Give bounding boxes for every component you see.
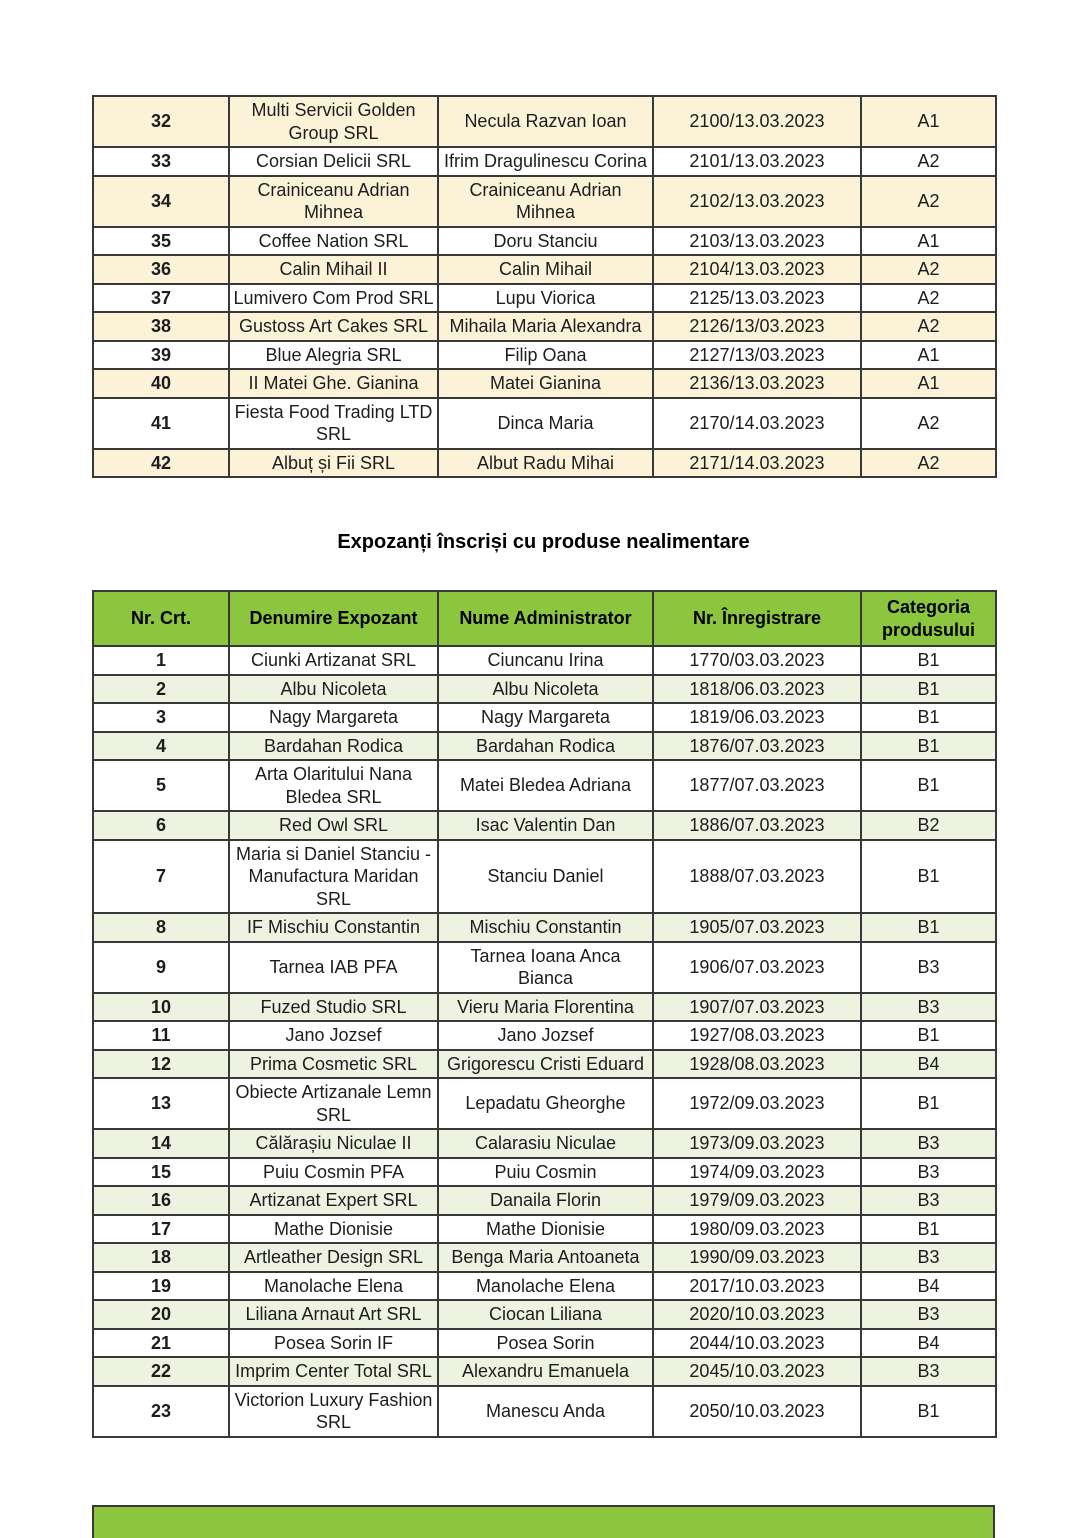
cell-nr-inregistrare: 1819/06.03.2023 [653,703,861,732]
cell-denumire-expozant: Fuzed Studio SRL [229,993,438,1022]
table-row [93,760,996,811]
cell-denumire-expozant: Red Owl SRL [229,811,438,840]
cell-nume-administrator: Ciuncanu Irina [438,646,653,675]
cell-categoria-produsului: B3 [861,1186,996,1215]
cell-categoria-produsului: A2 [861,176,996,227]
table-row [93,1078,996,1129]
cell-nume-administrator: Filip Oana [438,341,653,370]
cell-categoria-produsului: B1 [861,1021,996,1050]
cell-nr-inregistrare: 2170/14.03.2023 [653,398,861,449]
table-row [93,284,996,313]
cell-nume-administrator: Albut Radu Mihai [438,449,653,478]
cell-categoria-produsului: A2 [861,284,996,313]
table-row [93,675,996,704]
header-nr-crt: Nr. Crt. [93,591,229,646]
cell-categoria-produsului: B1 [861,760,996,811]
table-row [93,1050,996,1079]
cell-nume-administrator: Nagy Margareta [438,703,653,732]
cell-categoria-produsului: B1 [861,646,996,675]
table-row [93,1215,996,1244]
cell-categoria-produsului: B3 [861,1300,996,1329]
cell-nr-inregistrare: 2102/13.03.2023 [653,176,861,227]
cell-nume-administrator: Ifrim Dragulinescu Corina [438,147,653,176]
cell-denumire-expozant: Fiesta Food Trading LTD SRL [229,398,438,449]
table-row [93,1158,996,1187]
table-row [93,255,996,284]
cell-nr-inregistrare: 2101/13.03.2023 [653,147,861,176]
table-row [93,1021,996,1050]
table-row [93,1357,996,1386]
table-row [93,913,996,942]
cell-nr-crt: 39 [93,341,229,370]
cell-nr-inregistrare: 2020/10.03.2023 [653,1300,861,1329]
cell-nr-crt: 12 [93,1050,229,1079]
cell-denumire-expozant: Multi Servicii Golden Group SRL [229,96,438,147]
table-row [93,96,996,147]
cell-nume-administrator: Necula Razvan Ioan [438,96,653,147]
cell-nume-administrator: Calarasiu Niculae [438,1129,653,1158]
cell-nume-administrator: Ciocan Liliana [438,1300,653,1329]
cell-nr-inregistrare: 2136/13.03.2023 [653,369,861,398]
cell-nume-administrator: Benga Maria Antoaneta [438,1243,653,1272]
food-exhibitors-table [92,95,997,478]
cell-categoria-produsului: B1 [861,703,996,732]
cell-denumire-expozant: Victorion Luxury Fashion SRL [229,1386,438,1437]
cell-nr-crt: 34 [93,176,229,227]
cell-nr-inregistrare: 2050/10.03.2023 [653,1386,861,1437]
cell-nr-inregistrare: 1906/07.03.2023 [653,942,861,993]
cell-nr-inregistrare: 1972/09.03.2023 [653,1078,861,1129]
cell-nr-crt: 2 [93,675,229,704]
cell-denumire-expozant: Puiu Cosmin PFA [229,1158,438,1187]
cell-nr-inregistrare: 2126/13/03.2023 [653,312,861,341]
header-denumire-expozant: Denumire Expozant [229,591,438,646]
cell-denumire-expozant: Prima Cosmetic SRL [229,1050,438,1079]
header-categoria-produsului: Categoria produsului [861,591,996,646]
cell-nr-crt: 3 [93,703,229,732]
cell-categoria-produsului: B1 [861,1215,996,1244]
cell-nr-crt: 20 [93,1300,229,1329]
cell-categoria-produsului: B3 [861,942,996,993]
cell-nr-crt: 37 [93,284,229,313]
cell-denumire-expozant: Călărașiu Niculae II [229,1129,438,1158]
cell-nume-administrator: Posea Sorin [438,1329,653,1358]
table-row [93,942,996,993]
cell-denumire-expozant: II Matei Ghe. Gianina [229,369,438,398]
header-row [93,591,996,646]
cell-nume-administrator: Mathe Dionisie [438,1215,653,1244]
cell-categoria-produsului: A2 [861,147,996,176]
cell-nr-inregistrare: 2045/10.03.2023 [653,1357,861,1386]
cell-nr-crt: 4 [93,732,229,761]
cell-nume-administrator: Grigorescu Cristi Eduard [438,1050,653,1079]
cell-categoria-produsului: B4 [861,1050,996,1079]
table-row [93,840,996,914]
table-row [93,369,996,398]
cell-denumire-expozant: Obiecte Artizanale Lemn SRL [229,1078,438,1129]
cell-nume-administrator: Albu Nicoleta [438,675,653,704]
cell-nr-crt: 35 [93,227,229,256]
cell-nr-inregistrare: 2104/13.03.2023 [653,255,861,284]
cell-nr-crt: 15 [93,1158,229,1187]
cell-nume-administrator: Alexandru Emanuela [438,1357,653,1386]
cell-nr-inregistrare: 2171/14.03.2023 [653,449,861,478]
cell-nume-administrator: Bardahan Rodica [438,732,653,761]
cell-nr-inregistrare: 2044/10.03.2023 [653,1329,861,1358]
cell-nr-crt: 13 [93,1078,229,1129]
table-row [93,1272,996,1301]
cell-nr-inregistrare: 2127/13/03.2023 [653,341,861,370]
cell-denumire-expozant: Crainiceanu Adrian Mihnea [229,176,438,227]
cell-denumire-expozant: Blue Alegria SRL [229,341,438,370]
cell-categoria-produsului: A1 [861,227,996,256]
cell-nr-inregistrare: 2103/13.03.2023 [653,227,861,256]
cell-categoria-produsului: B3 [861,1129,996,1158]
table-row [93,1186,996,1215]
cell-denumire-expozant: Ciunki Artizanat SRL [229,646,438,675]
cell-nr-crt: 17 [93,1215,229,1244]
cell-nume-administrator: Jano Jozsef [438,1021,653,1050]
cell-nr-crt: 40 [93,369,229,398]
nonfood-exhibitors-rows [93,646,996,1437]
cell-categoria-produsului: B3 [861,1158,996,1187]
cell-nume-administrator: Mischiu Constantin [438,913,653,942]
cell-categoria-produsului: B1 [861,1078,996,1129]
cell-nr-inregistrare: 1770/03.03.2023 [653,646,861,675]
cell-denumire-expozant: Albu Nicoleta [229,675,438,704]
cell-nr-crt: 36 [93,255,229,284]
cell-categoria-produsului: B1 [861,675,996,704]
table-row [93,703,996,732]
cell-nr-crt: 38 [93,312,229,341]
header-nume-administrator: Nume Administrator [438,591,653,646]
cell-denumire-expozant: Liliana Arnaut Art SRL [229,1300,438,1329]
cell-nr-inregistrare: 1876/07.03.2023 [653,732,861,761]
cell-nr-crt: 5 [93,760,229,811]
cell-nr-inregistrare: 2017/10.03.2023 [653,1272,861,1301]
cell-nr-crt: 8 [93,913,229,942]
cell-nume-administrator: Manescu Anda [438,1386,653,1437]
table-row [93,646,996,675]
cell-nume-administrator: Vieru Maria Florentina [438,993,653,1022]
cell-nume-administrator: Dinca Maria [438,398,653,449]
cell-nr-inregistrare: 1979/09.03.2023 [653,1186,861,1215]
cell-denumire-expozant: Imprim Center Total SRL [229,1357,438,1386]
cell-nr-crt: 33 [93,147,229,176]
next-table-header-partial [92,1505,995,1538]
cell-nr-crt: 42 [93,449,229,478]
cell-categoria-produsului: B4 [861,1272,996,1301]
cell-nr-inregistrare: 1980/09.03.2023 [653,1215,861,1244]
cell-nr-crt: 16 [93,1186,229,1215]
table-row [93,398,996,449]
cell-denumire-expozant: Calin Mihail II [229,255,438,284]
cell-nume-administrator: Isac Valentin Dan [438,811,653,840]
cell-nume-administrator: Crainiceanu Adrian Mihnea [438,176,653,227]
cell-categoria-produsului: B1 [861,732,996,761]
cell-categoria-produsului: B1 [861,840,996,914]
table-row [93,176,996,227]
table-row [93,1129,996,1158]
cell-nume-administrator: Puiu Cosmin [438,1158,653,1187]
cell-categoria-produsului: B2 [861,811,996,840]
table-row [93,1300,996,1329]
table-row [93,993,996,1022]
cell-nr-inregistrare: 1927/08.03.2023 [653,1021,861,1050]
table-row [93,341,996,370]
cell-nr-inregistrare: 1974/09.03.2023 [653,1158,861,1187]
cell-nume-administrator: Manolache Elena [438,1272,653,1301]
cell-denumire-expozant: Manolache Elena [229,1272,438,1301]
header-nr-inregistrare: Nr. Înregistrare [653,591,861,646]
cell-categoria-produsului: A2 [861,312,996,341]
cell-denumire-expozant: Mathe Dionisie [229,1215,438,1244]
cell-categoria-produsului: A2 [861,449,996,478]
cell-nr-inregistrare: 1973/09.03.2023 [653,1129,861,1158]
cell-categoria-produsului: B3 [861,1357,996,1386]
table-row [93,1386,996,1437]
cell-categoria-produsului: B4 [861,1329,996,1358]
cell-categoria-produsului: A1 [861,341,996,370]
cell-nume-administrator: Mihaila Maria Alexandra [438,312,653,341]
cell-nr-crt: 21 [93,1329,229,1358]
cell-nr-crt: 14 [93,1129,229,1158]
table-row [93,147,996,176]
cell-nr-crt: 1 [93,646,229,675]
cell-nume-administrator: Matei Gianina [438,369,653,398]
section-title: Expozanți înscriși cu produse nealimentare [337,531,750,553]
cell-categoria-produsului: A1 [861,369,996,398]
cell-nr-inregistrare: 1818/06.03.2023 [653,675,861,704]
cell-denumire-expozant: Lumivero Com Prod SRL [229,284,438,313]
cell-nr-inregistrare: 1886/07.03.2023 [653,811,861,840]
cell-nr-inregistrare: 1928/08.03.2023 [653,1050,861,1079]
cell-nr-inregistrare: 1990/09.03.2023 [653,1243,861,1272]
cell-nume-administrator: Stanciu Daniel [438,840,653,914]
cell-denumire-expozant: Arta Olaritului Nana Bledea SRL [229,760,438,811]
cell-nume-administrator: Lupu Viorica [438,284,653,313]
cell-nume-administrator: Lepadatu Gheorghe [438,1078,653,1129]
cell-nr-crt: 41 [93,398,229,449]
cell-nr-crt: 7 [93,840,229,914]
cell-nr-crt: 10 [93,993,229,1022]
cell-nume-administrator: Danaila Florin [438,1186,653,1215]
cell-nr-inregistrare: 1888/07.03.2023 [653,840,861,914]
cell-categoria-produsului: A2 [861,398,996,449]
cell-denumire-expozant: Artleather Design SRL [229,1243,438,1272]
cell-denumire-expozant: Posea Sorin IF [229,1329,438,1358]
cell-categoria-produsului: A2 [861,255,996,284]
cell-nr-inregistrare: 1907/07.03.2023 [653,993,861,1022]
cell-categoria-produsului: B1 [861,1386,996,1437]
cell-nr-crt: 11 [93,1021,229,1050]
table-row [93,811,996,840]
nonfood-exhibitors-table [92,590,997,1438]
table-row [93,1243,996,1272]
cell-categoria-produsului: A1 [861,96,996,147]
cell-nume-administrator: Matei Bledea Adriana [438,760,653,811]
cell-categoria-produsului: B3 [861,993,996,1022]
table-row [93,732,996,761]
table-row [93,227,996,256]
table-row [93,312,996,341]
cell-nr-crt: 22 [93,1357,229,1386]
cell-nr-crt: 19 [93,1272,229,1301]
cell-denumire-expozant: IF Mischiu Constantin [229,913,438,942]
cell-nr-inregistrare: 2125/13.03.2023 [653,284,861,313]
cell-nume-administrator: Tarnea Ioana Anca Bianca [438,942,653,993]
cell-nr-inregistrare: 1905/07.03.2023 [653,913,861,942]
cell-nume-administrator: Doru Stanciu [438,227,653,256]
cell-denumire-expozant: Corsian Delicii SRL [229,147,438,176]
table-row [93,449,996,478]
cell-denumire-expozant: Bardahan Rodica [229,732,438,761]
cell-categoria-produsului: B1 [861,913,996,942]
cell-nr-crt: 9 [93,942,229,993]
nonfood-table-header [93,591,996,646]
table-row [93,1329,996,1358]
cell-nr-crt: 6 [93,811,229,840]
cell-denumire-expozant: Coffee Nation SRL [229,227,438,256]
cell-nume-administrator: Calin Mihail [438,255,653,284]
cell-denumire-expozant: Gustoss Art Cakes SRL [229,312,438,341]
cell-nr-crt: 18 [93,1243,229,1272]
cell-denumire-expozant: Artizanat Expert SRL [229,1186,438,1215]
cell-nr-crt: 23 [93,1386,229,1437]
cell-denumire-expozant: Jano Jozsef [229,1021,438,1050]
cell-denumire-expozant: Maria si Daniel Stanciu - Manufactura Maridan SRL [229,840,438,914]
cell-denumire-expozant: Albuț și Fii SRL [229,449,438,478]
cell-denumire-expozant: Nagy Margareta [229,703,438,732]
food-exhibitors-rows [93,96,996,477]
cell-nr-inregistrare: 2100/13.03.2023 [653,96,861,147]
cell-nr-inregistrare: 1877/07.03.2023 [653,760,861,811]
cell-categoria-produsului: B3 [861,1243,996,1272]
cell-nr-crt: 32 [93,96,229,147]
cell-denumire-expozant: Tarnea IAB PFA [229,942,438,993]
